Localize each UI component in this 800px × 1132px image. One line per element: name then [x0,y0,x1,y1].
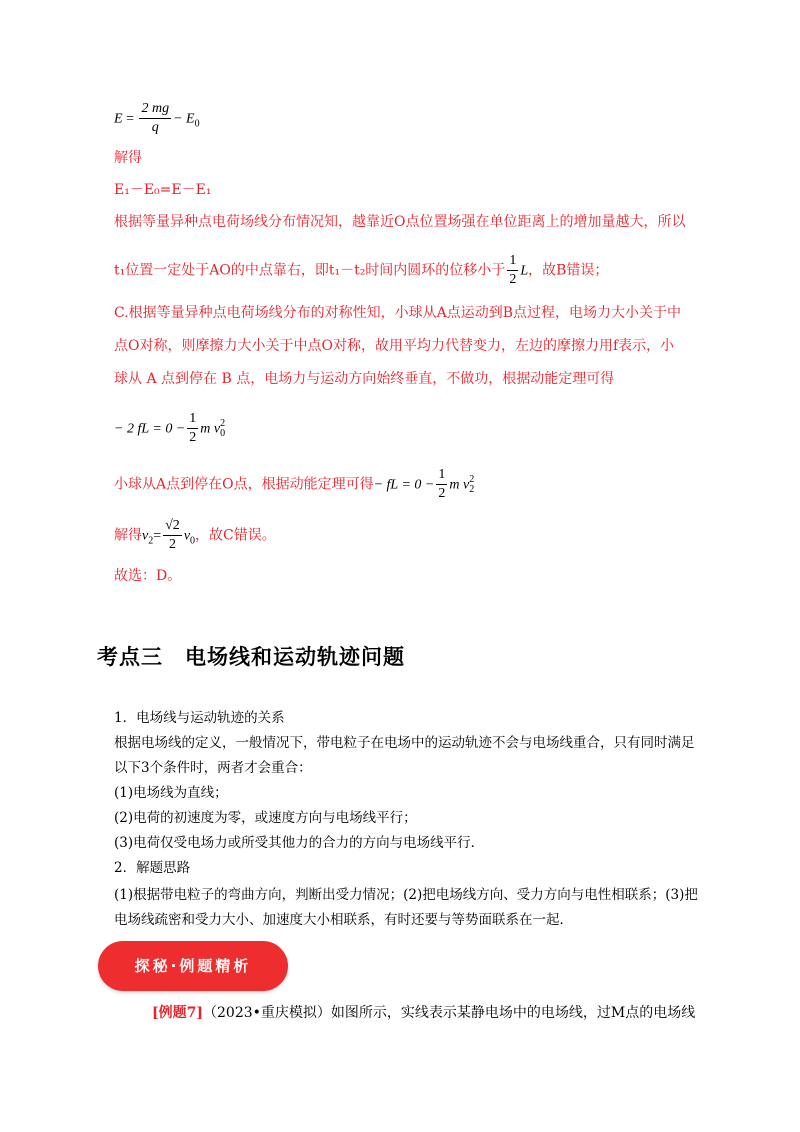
eq-E-fraction: $\frac{2 mg}{q}$ [141,101,170,135]
solve-label-1: 解得 [114,150,142,166]
equation-E1: E₁－E₀=E－E₁ [114,182,212,198]
example-label: [例题7] [152,1005,203,1021]
item2-title: 2．解题思路 [114,860,191,876]
example-analysis-badge: 探秘·例题精析 [98,941,288,991]
item2-line1: (1)根据带电粒子的弯曲方向，判断出受力情况；(2)把电场线方向、受力方向与电性相联系；(3)把 [114,887,698,903]
solution-paragraph-5: 解得$v_2=$ $\frac{√2}{2}$ $v_0$，故C错误。 [114,518,276,552]
solution-paragraph-c3: 球从 A 点到停在 B 点，电场力与运动方向始终垂直，不做功，根据动能定理可得 [114,371,615,387]
solution-paragraph-c1: C.根据等量异种点电荷场线分布的对称性知，小球从A点运动到B点过程，电场力大小关于中 [114,305,682,321]
item1-line2: 以下3个条件时，两者才会重合： [114,760,312,776]
condition-3: (3)电荷仅受电场力或所受其他力的合力的方向与电场线平行． [114,835,485,851]
answer-line: 故选：D。 [114,568,182,584]
item1-line1: 根据电场线的定义，一般情况下，带电粒子在电场中的运动轨迹不会与电场线重合，只有同时满足 [114,735,695,751]
half-fraction: $\frac{1}{2}$ [509,253,517,287]
solution-paragraph-4: 小球从A点到停在O点，根据动能定理可得− fL = 0 − $\frac{1}{2}$ m v 2 2 [114,467,475,501]
condition-1: (1)电场线为直线； [114,785,228,801]
solution-paragraph-c2: 点O对称，则摩擦力大小关于中点O对称，故用平均力代替变力，左边的摩擦力用f表示，小 [114,338,675,354]
equation-energy-1: − 2 fL = 0 − $\frac{1}{2}$ m v 2 0 [114,411,226,445]
solution-paragraph-1: 根据等量异种点电荷场线分布情况知，越靠近O点位置场强在单位距离上的增加量越大，所以 [114,214,686,230]
equation-E: E = $\frac{2 mg}{q}$ − $E_0$ [114,101,200,135]
example-7-line [152,1003,695,1023]
condition-2: (2)电荷的初速度为零，或速度方向与电场线平行； [114,810,417,826]
example-text: （2023•重庆模拟）如图所示，实线表示某静电场中的电场线，过M点的电场线 [203,1005,696,1021]
eq-E-lhs: E [114,111,123,127]
section-heading: 考点三 电场线和运动轨迹问题 [97,645,405,669]
item2-line2: 电场线疏密和受力大小、加速度大小相联系，有时还要与等势面联系在一起． [114,912,573,928]
solution-paragraph-2: t₁位置一定处于AO的中点靠右，即t₁－t₂时间内圆环的位移小于 $\frac{1}{2}$ L，故B错误； [114,253,609,287]
item1-title: 1．电场线与运动轨迹的关系 [114,710,285,726]
